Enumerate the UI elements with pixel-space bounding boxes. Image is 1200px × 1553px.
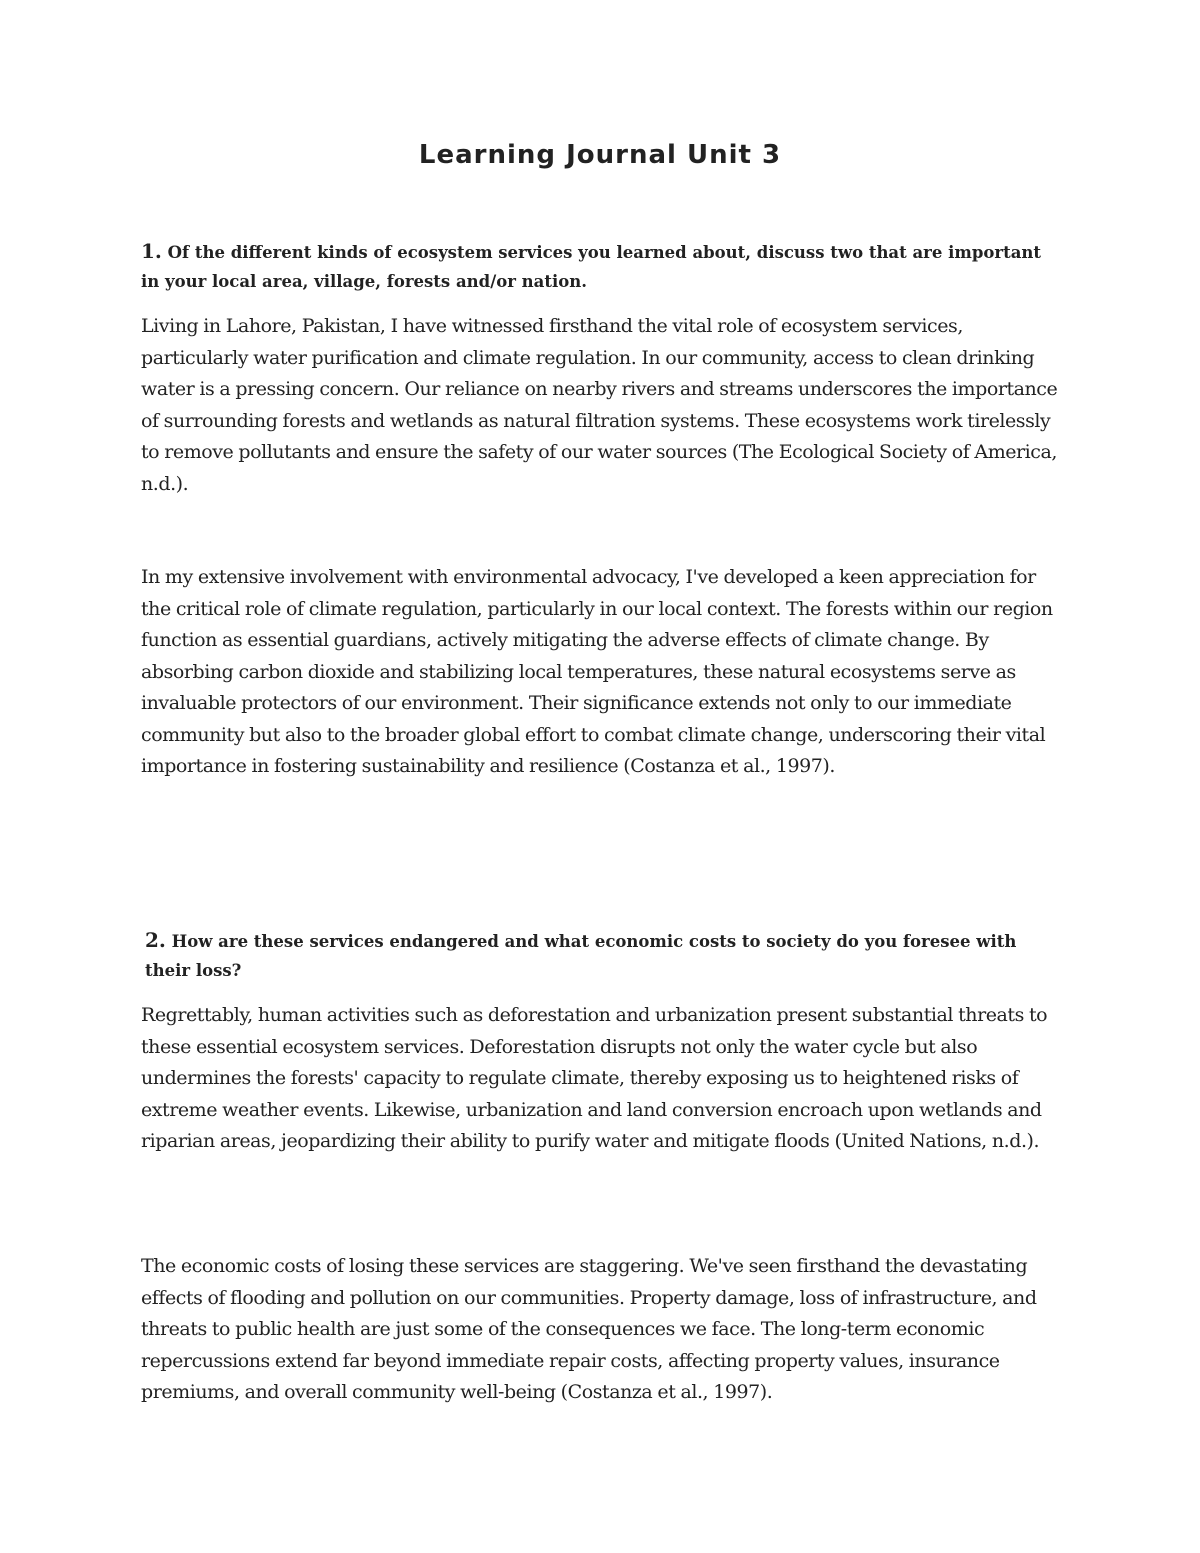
- question-number: 1.: [141, 239, 162, 263]
- document-title: Learning Journal Unit 3: [418, 140, 782, 170]
- answer-paragraph: Regrettably, human activities such as deforestation and urbanization present substantial threats to these essential ecosystem services. Deforestation disrupts not only the water cycle but also undermines the forests' capacity to regulate climate, thereby exposing us to heightened risks of extreme weather events. Likewise, urbanization and land conversion encroach upon wetlands and riparian areas, jeopardizing their ability to purify water and mitigate floods (United Nations, n.d.).: [141, 1004, 1048, 1152]
- answer-paragraph: Living in Lahore, Pakistan, I have witnessed firsthand the vital role of ecosystem services, particularly water purification and climate regulation. In our community, access to clean drinking water is a pressing concern. Our reliance on nearby rivers and streams underscores the importance of surrounding forests and wetlands as natural filtration systems. These ecosystems work tirelessly to remove pollutants and ensure the safety of our water sources (The Ecological Society of America, n.d.).: [141, 315, 1058, 495]
- question-number: 2.: [145, 928, 166, 952]
- answer-paragraph: In my extensive involvement with environmental advocacy, I've developed a keen appreciation for the critical role of climate regulation, particularly in our local context. The forests within our region function as essential guardians, actively mitigating the adverse effects of climate change. By absorbing carbon dioxide and stabilizing local temperatures, these natural ecosystems serve as invaluable protectors of our environment. Their significance extends not only to our immediate community but also to the broader global effort to combat climate change, underscoring their vital importance in fostering sustainability and resilience (Costanza et al., 1997).: [141, 566, 1053, 777]
- question-text: How are these services endangered and what economic costs to society do you foresee with their loss?: [145, 932, 1017, 980]
- question-text: Of the different kinds of ecosystem services you learned about, discuss two that are important in your local area, village, forests and/or nation.: [141, 243, 1042, 291]
- question-2: [145, 926, 1065, 985]
- question-1: [141, 237, 1061, 296]
- answer-paragraph: The economic costs of losing these services are staggering. We've seen firsthand the devastating effects of flooding and pollution on our communities. Property damage, loss of infrastructure, and threats to public health are just some of the consequences we face. The long-term economic repercussions extend far beyond immediate repair costs, affecting property values, insurance premiums, and overall community well-being (Costanza et al., 1997).: [141, 1255, 1037, 1403]
